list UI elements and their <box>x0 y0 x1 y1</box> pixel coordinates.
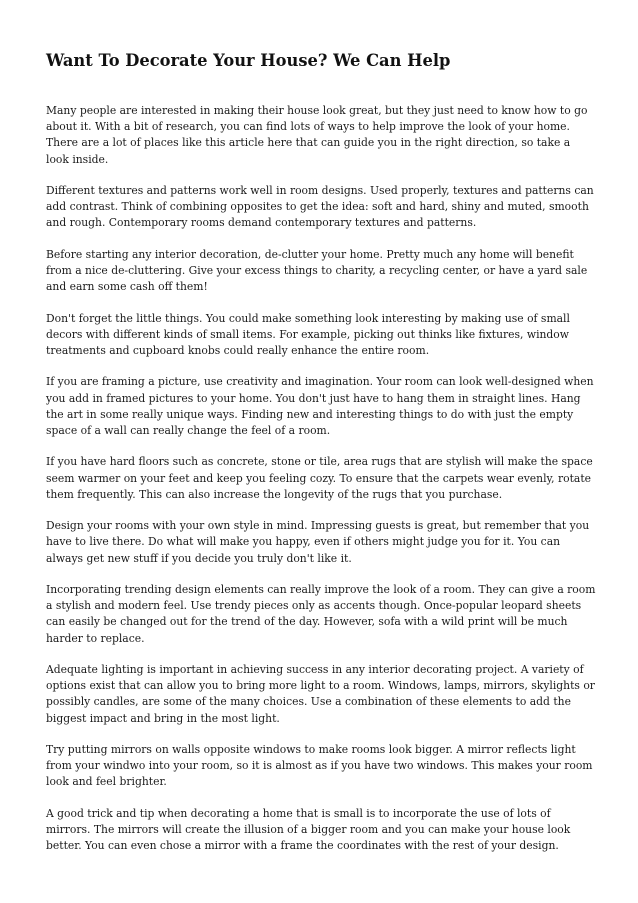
paragraph-rugs: If you have hard floors such as concrete, stone or tile, area rugs that are stylish will make the space seem warmer on your feet and keep you feeling cozy. To ensure that the carpets wear evenly, rotate them frequently. This can also increase the longevity of the rugs that you purchase. <box>46 455 593 501</box>
paragraph-mirrors: Try putting mirrors on walls opposite windows to make rooms look bigger. A mirror reflects light from your windwo into your room, so it is almost as if you have two windows. This makes your room look and feel brighter. <box>46 742 593 789</box>
paragraph-small-home: A good trick and tip when decorating a home that is small is to incorporate the use of lots of mirrors. The mirrors will create the illusion of a bigger room and you can make your house look better. You can even chose a mirror with a frame the coordinates with the rest of your design. <box>46 806 571 853</box>
paragraph-framing: If you are framing a picture, use creativity and imagination. Your room can look well-designed when you add in framed pictures to your home. You don't just have to hang them in straight lines. Hang the art in some really unique ways. Finding new and interesting things to do with just the empty space of a wall can really change the feel of a room. <box>46 375 594 437</box>
paragraph-lighting: Adequate lighting is important in achieving success in any interior decorating project. A variety of options exist that can allow you to bring more light to a room. Windows, lamps, mirrors, skylights or possibly candles, are some of the many choices. Use a combination of these elements to add the biggest impact and bring in the most light. <box>46 662 595 725</box>
paragraph-little-things: Don't forget the little things. You could make something look interesting by making use of small decors with different kinds of small items. For example, picking out thinks like fixtures, window treatments and cupboard knobs could really enhance the entire room. <box>46 311 570 357</box>
paragraph-declutter: Before starting any interior decoration, de-clutter your home. Pretty much any home will benefit from a nice de-cluttering. Give your excess things to charity, a recycling center, or have a yard sale and earn some cash off them! <box>46 247 588 294</box>
paragraph-trends: Incorporating trending design elements can really improve the look of a room. They can give a room a stylish and modern feel. Use trendy pieces only as accents though. Once-popular leopard sheets can easily be changed out for the trend of the day. However, sofa with a wild print will be much harder to replace. <box>46 582 596 645</box>
paragraph-textures: Different textures and patterns work well in room designs. Used properly, textures and patterns can add contrast. Think of combining opposites to get the idea: soft and hard, shiny and muted, smooth and rough. Contemporary rooms demand contemporary textures and patterns. <box>46 184 594 230</box>
document-page <box>46 50 596 870</box>
paragraph-own-style: Design your rooms with your own style in mind. Impressing guests is great, but remember that you have to live there. Do what will make you happy, even if others might judge you for it. You can always get new stuff if you decide you truly don't like it. <box>46 519 590 565</box>
paragraph-intro: Many people are interested in making their house look great, but they just need to know how to go about it. With a bit of research, you can find lots of ways to help improve the look of your home. There are a lot of places like this article here that can guide you in the right direction, so take a look inside. <box>46 104 588 166</box>
page-title: Want To Decorate Your House? We Can Help <box>46 51 451 70</box>
